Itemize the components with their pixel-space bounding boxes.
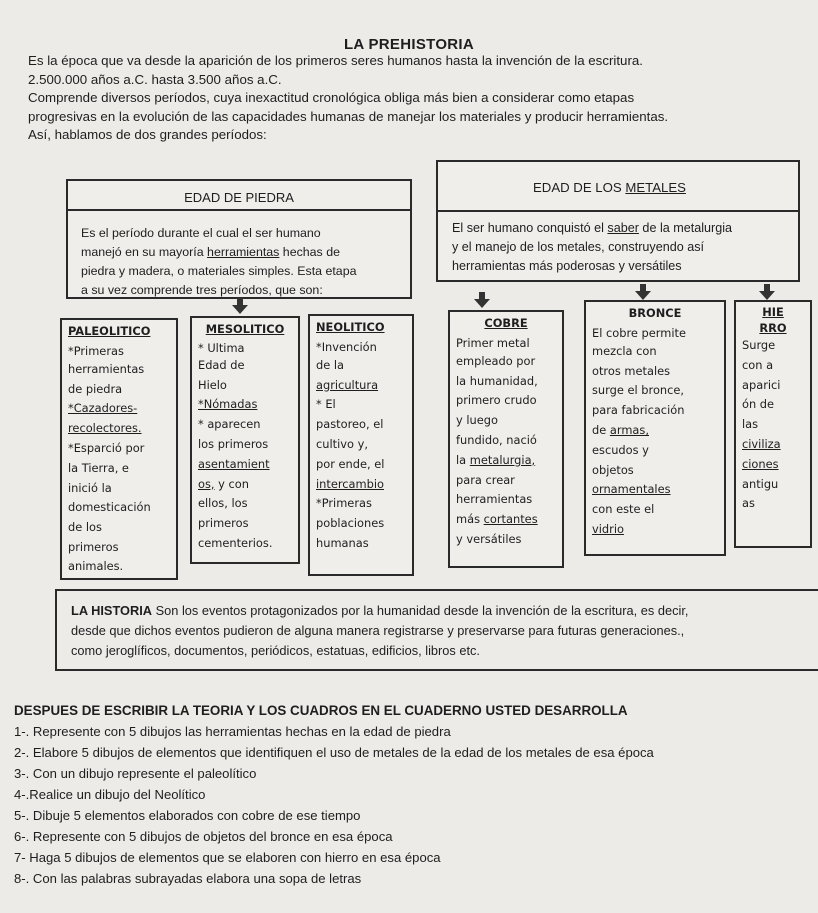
column-line: fundido, nació — [456, 432, 537, 447]
neolitico-heading: NEOLITICO — [316, 320, 385, 334]
task-item: 7- Haga 5 dibujos de elementos que se elaboren con hierro en esa época — [14, 850, 441, 865]
column-line: *Esparció por — [68, 440, 145, 455]
bronce-heading: BRONCE — [628, 306, 682, 320]
column-line: recolectores. — [68, 421, 142, 436]
column-line: intercambio — [316, 476, 384, 491]
historia-bold: LA HISTORIA — [71, 603, 153, 618]
column-line: cultivo y, — [316, 436, 368, 451]
column-line: más cortantes — [456, 512, 538, 527]
column-line: primeros — [198, 516, 249, 531]
edad-metales-heading-box — [436, 160, 800, 212]
intro-line: Comprende diversos períodos, cuya inexactitud cronológica obliga más bien a considerar como etapas — [28, 90, 635, 105]
piedra-line: manejó en su mayoría herramientas hechas de — [81, 245, 340, 259]
column-line: humanas — [316, 535, 369, 550]
cobre-column — [448, 310, 564, 568]
column-line: Hielo — [198, 377, 227, 392]
intro-paragraph — [28, 52, 806, 145]
column-line: la metalurgia, — [456, 452, 536, 467]
column-line: animales. — [68, 558, 124, 573]
column-line: de los — [68, 520, 102, 535]
task-item: 8-. Con las palabras subrayadas elabora una sopa de letras — [14, 871, 362, 886]
edad-piedra-heading-box — [66, 179, 412, 211]
metales-line: y el manejo de los metales, construyendo así — [452, 240, 705, 254]
column-line: *Cazadores- — [68, 401, 138, 416]
cobre-heading: COBRE — [484, 316, 528, 330]
piedra-line: piedra y madera, o materiales simples. Esta etapa — [81, 264, 357, 278]
column-line: para fabricación — [592, 403, 685, 418]
column-line: de armas, — [592, 422, 649, 437]
task-item: 6-. Represente con 5 dibujos de objetos del bronce en esa época — [14, 829, 393, 844]
column-line: aparici — [742, 377, 781, 392]
column-line: * El — [316, 397, 336, 412]
task-item: 1-. Represente con 5 dibujos las herramientas hechas en la edad de piedra — [14, 724, 451, 739]
paleolitico-column — [60, 318, 178, 580]
column-line: antigu — [742, 476, 779, 491]
historia-box — [55, 589, 818, 671]
tasks-section — [14, 700, 818, 889]
column-line: ornamentales — [592, 482, 671, 497]
column-line: El cobre permite — [592, 325, 686, 340]
column-line: * aparecen — [198, 417, 261, 432]
task-item: 3-. Con un dibujo represente el paleolítico — [14, 766, 257, 781]
column-line: ciones — [742, 456, 779, 471]
metales-line: herramientas más poderosas y versátiles — [452, 259, 682, 273]
tasks-heading: DESPUES DE ESCRIBIR LA TEORIA Y LOS CUADROS EN EL CUADERNO USTED DESARROLLA — [14, 703, 628, 718]
mesolitico-heading: MESOLITICO — [205, 322, 285, 336]
column-line: ellos, los — [198, 496, 248, 511]
hierro-column — [734, 300, 812, 548]
hierro-heading-cont: RRO — [759, 321, 787, 335]
piedra-line: Es el período durante el cual el ser humano — [81, 226, 321, 240]
column-line: otros metales — [592, 363, 671, 378]
column-line: con a — [742, 357, 774, 372]
page-title: LA PREHISTORIA — [343, 36, 475, 53]
column-line: Surge — [742, 338, 776, 352]
column-line: inició la — [68, 480, 112, 495]
column-line: y versátiles — [456, 531, 522, 546]
mesolitico-column — [190, 316, 300, 564]
historia-line — [71, 601, 818, 621]
column-line: ón de — [742, 397, 775, 412]
column-line: con este el — [592, 502, 655, 517]
hierro-heading: HIE — [762, 305, 784, 319]
column-line: * Ultima — [198, 340, 245, 355]
arrow-down-icon — [232, 298, 248, 314]
column-line: para crear — [456, 472, 515, 487]
column-line: primeros — [68, 539, 119, 554]
paleolitico-heading: PALEOLITICO — [68, 324, 151, 338]
column-line: herramientas — [456, 492, 533, 507]
task-item: 2-. Elabore 5 dibujos de elementos que identifiquen el uso de metales de la edad de los metales de esa época — [14, 745, 654, 760]
edad-piedra-description-box — [66, 209, 412, 299]
column-line: escudos y — [592, 442, 649, 457]
column-line: Primer metal — [456, 335, 530, 350]
metales-heading-underlined: METALES — [625, 180, 686, 195]
column-line: agricultura — [316, 377, 379, 392]
column-line: pastoreo, el — [316, 417, 384, 432]
historia-line: como jeroglíficos, documentos, periódicos, estatuas, edificios, libros etc. — [71, 643, 480, 658]
column-line: os, y con — [198, 476, 249, 491]
column-line: la humanidad, — [456, 373, 538, 388]
column-line: y luego — [456, 413, 498, 428]
column-line: as — [742, 496, 755, 511]
intro-line: Es la época que va desde la aparición de los primeros seres humanos hasta la invención de la escritura. — [28, 53, 643, 68]
column-line: cementerios. — [198, 535, 273, 550]
historia-line: desde que dichos eventos pudieron de alguna manera registrarse y preservarse para futuras generaciones., — [71, 623, 685, 638]
historia-text: Son los eventos protagonizados por la humanidad desde la invención de la escritura, es decir, — [152, 603, 689, 618]
arrow-down-icon — [759, 284, 775, 300]
column-line: de la — [316, 357, 345, 372]
column-line: objetos — [592, 462, 634, 477]
metales-line: El ser humano conquistó el saber de la metalurgia — [452, 221, 733, 235]
intro-line: Así, hablamos de dos grandes períodos: — [28, 127, 267, 142]
column-line: *Nómadas — [198, 397, 258, 412]
column-line: los primeros — [198, 436, 269, 451]
column-line: *Primeras — [316, 496, 372, 511]
column-line: Edad de — [198, 357, 245, 372]
metales-heading-text: EDAD DE LOS — [533, 180, 626, 195]
piedra-line: a su vez comprende tres períodos, que son: — [81, 283, 323, 297]
column-line: surge el bronce, — [592, 383, 685, 398]
column-line: de piedra — [68, 381, 123, 396]
column-line: vidrio — [592, 521, 624, 536]
arrow-down-icon — [635, 284, 651, 300]
neolitico-column — [308, 314, 414, 576]
intro-line: 2.500.000 años a.C. hasta 3.500 años a.C. — [28, 71, 282, 87]
column-line: *Invención — [316, 339, 377, 354]
column-line: herramientas — [68, 361, 145, 376]
column-line: primero crudo — [456, 393, 537, 408]
edad-metales-description-box — [436, 210, 800, 282]
column-line: la Tierra, e — [68, 460, 129, 475]
column-line: poblaciones — [316, 516, 385, 531]
intro-line: progresivas en la evolución de las capacidades humanas de manejar los materiales y producir herramientas. — [28, 108, 669, 124]
task-item: 4-.Realice un dibujo del Neolítico — [14, 787, 206, 802]
task-item: 5-. Dibuje 5 elementos elaborados con cobre de ese tiempo — [14, 808, 361, 823]
column-line: civiliza — [742, 436, 781, 451]
edad-metales-heading — [438, 162, 798, 195]
column-line: mezcla con — [592, 343, 657, 358]
edad-piedra-heading: EDAD DE PIEDRA — [184, 190, 294, 205]
column-line: asentamient — [198, 456, 270, 471]
column-line: domesticación — [68, 500, 151, 515]
column-line: *Primeras — [68, 343, 124, 358]
column-line: las — [742, 417, 759, 432]
column-line: empleado por — [456, 353, 536, 368]
arrow-down-icon — [474, 292, 490, 308]
column-line: por ende, el — [316, 456, 385, 471]
bronce-column — [584, 300, 726, 556]
